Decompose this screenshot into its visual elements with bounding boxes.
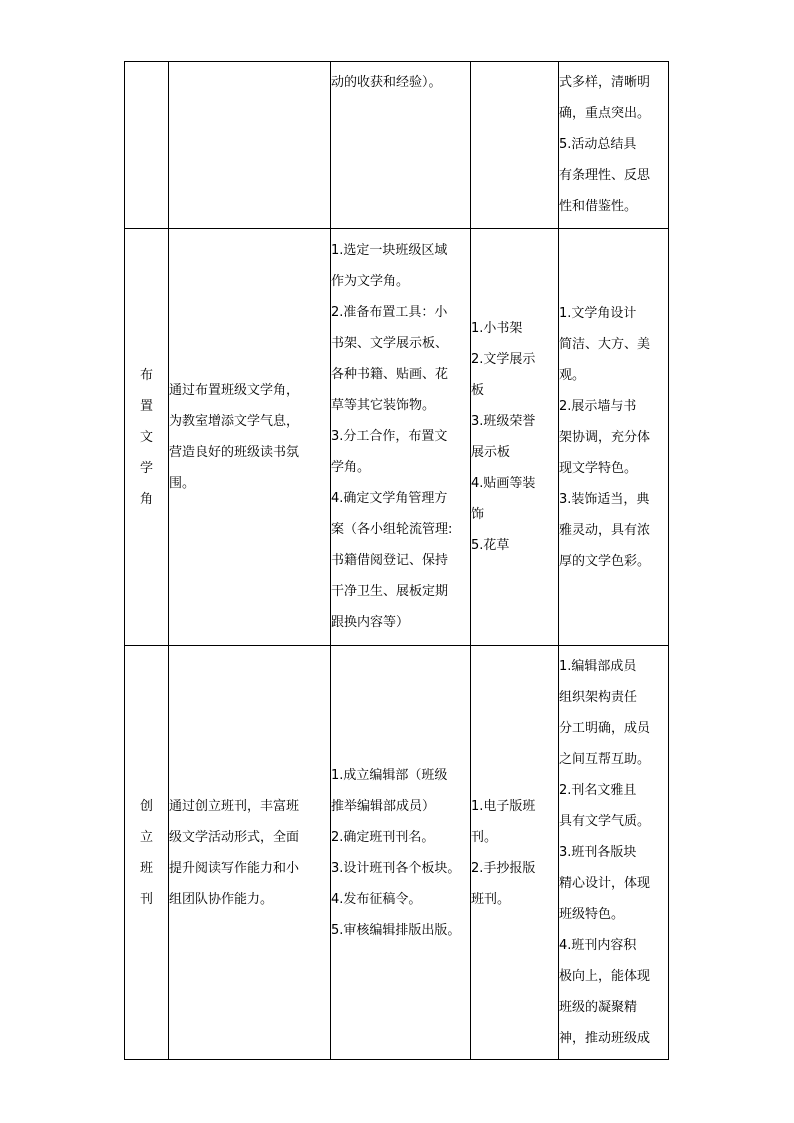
criteria-line: 性和借鉴性。 <box>559 199 638 214</box>
activity-steps-cell <box>331 62 471 229</box>
activity-steps-cell <box>331 646 471 1060</box>
criteria-line: 组织架构责任 <box>559 690 638 705</box>
criteria-line: 极向上，能体现 <box>559 969 651 984</box>
step-line: 2.准备布置工具：小 <box>331 305 448 320</box>
step-line: 4.发布征稿令。 <box>331 891 422 907</box>
criteria-line: 观。 <box>559 367 586 383</box>
material-line: 2.文学展示 <box>471 352 536 367</box>
step-line: 各种书籍、贴画、花 <box>331 367 449 382</box>
activity-criteria-cell <box>559 62 669 229</box>
goal-line: 营造良好的班级读书氛 <box>169 445 300 460</box>
activity-title-cell <box>125 62 169 229</box>
material-line: 1.小书架 <box>471 321 523 336</box>
criteria-line: 3.装饰适当，典 <box>559 491 650 507</box>
material-line: 5.花草 <box>471 538 510 553</box>
material-line: 刊。 <box>471 829 498 845</box>
criteria-line: 厚的文学色彩。 <box>559 553 651 569</box>
criteria-line: 1.文学角设计 <box>559 305 637 321</box>
activity-criteria-cell <box>559 646 669 1060</box>
criteria-line: 2.刊名文雅且 <box>559 783 637 798</box>
activity-title-char: 角 <box>139 491 153 507</box>
step-line: 书架、文学展示板、 <box>331 336 449 351</box>
criteria-line: 简洁、大方、美 <box>559 336 651 352</box>
activity-title-char: 布 <box>139 367 153 383</box>
step-line: 作为文学角。 <box>331 274 410 289</box>
activity-title-char: 班 <box>139 860 153 876</box>
goal-line: 级文学活动形式，全面 <box>169 829 300 845</box>
step-line: 草等其它装饰物。 <box>331 398 436 413</box>
criteria-line: 雅灵动，具有浓 <box>559 522 651 538</box>
goal-line: 通过布置班级文学角， <box>169 383 300 398</box>
criteria-line: 分工明确，成员 <box>559 721 651 736</box>
table-row <box>125 229 669 646</box>
step-line: 3.设计班刊各个板块。 <box>331 860 461 876</box>
criteria-line: 架协调，充分体 <box>559 429 651 445</box>
step-line: 1.成立编辑部（班级 <box>331 767 448 783</box>
activity-title-cell <box>125 646 169 1060</box>
activity-title-char: 文 <box>139 429 153 445</box>
step-line: 案（各小组轮流管理: <box>331 522 453 537</box>
criteria-line: 具有文学气质。 <box>559 814 651 829</box>
activity-criteria-cell <box>559 229 669 646</box>
activity-title-cell <box>125 229 169 646</box>
material-line: 饰 <box>471 507 485 522</box>
step-line: 书籍借阅登记、保持 <box>331 553 449 568</box>
criteria-line: 班级的凝聚精 <box>559 1000 638 1015</box>
step-line: 动的收获和经验）。 <box>331 75 442 90</box>
activity-table <box>124 61 669 1060</box>
activity-materials-cell <box>471 646 559 1060</box>
activity-title-char: 立 <box>139 829 153 845</box>
activity-goal-cell <box>169 62 331 229</box>
activity-title-char: 学 <box>139 460 153 476</box>
criteria-line: 现文学特色。 <box>559 460 638 476</box>
material-line: 4.贴画等装 <box>471 476 536 491</box>
activity-title-char: 置 <box>139 398 153 414</box>
material-line: 3.班级荣誉 <box>471 414 536 429</box>
step-line: 推举编辑部成员） <box>331 798 436 814</box>
goal-line: 为教室增添文学气息， <box>169 414 300 429</box>
activity-materials-cell <box>471 62 559 229</box>
goal-line: 提升阅读写作能力和小 <box>169 860 300 876</box>
activity-goal-cell <box>169 646 331 1060</box>
criteria-line: 式多样，清晰明 <box>559 75 651 90</box>
material-line: 1.电子版班 <box>471 798 536 814</box>
step-line: 3.分工合作，布置文 <box>331 429 448 444</box>
criteria-line: 之间互帮互助。 <box>559 752 651 767</box>
activity-goal-cell <box>169 229 331 646</box>
goal-line: 组团队协作能力。 <box>169 891 274 907</box>
material-line: 板 <box>471 383 485 398</box>
activity-title-char: 刊 <box>139 891 153 907</box>
goal-line: 围。 <box>169 476 196 491</box>
activity-title-char: 创 <box>139 798 153 814</box>
material-line: 展示板 <box>471 445 511 460</box>
table-row <box>125 646 669 1060</box>
criteria-line: 1.编辑部成员 <box>559 659 637 674</box>
step-line: 5.审核编辑排版出版。 <box>331 922 461 938</box>
activity-materials-cell <box>471 229 559 646</box>
step-line: 1.选定一块班级区域 <box>331 243 448 258</box>
step-line: 4.确定文学角管理方 <box>331 491 448 506</box>
criteria-line: 2.展示墙与书 <box>559 398 637 414</box>
material-line: 班刊。 <box>471 891 511 907</box>
table-row <box>125 62 669 229</box>
step-line: 2.确定班刊刊名。 <box>331 829 435 845</box>
criteria-line: 班级特色。 <box>559 907 625 922</box>
criteria-line: 神，推动班级成 <box>559 1031 651 1046</box>
criteria-line: 5.活动总结具 <box>559 137 637 152</box>
step-line: 跟换内容等） <box>331 615 410 630</box>
material-line: 2.手抄报版 <box>471 860 536 876</box>
criteria-line: 3.班刊各版块 <box>559 845 637 860</box>
criteria-line: 确，重点突出。 <box>559 106 651 121</box>
criteria-line: 4.班刊内容积 <box>559 938 637 953</box>
criteria-line: 精心设计，体现 <box>559 876 651 891</box>
activity-steps-cell <box>331 229 471 646</box>
criteria-line: 有条理性、反思 <box>559 168 651 183</box>
step-line: 学角。 <box>331 460 371 475</box>
step-line: 干净卫生、展板定期 <box>331 584 449 599</box>
goal-line: 通过创立班刊，丰富班 <box>169 798 300 814</box>
